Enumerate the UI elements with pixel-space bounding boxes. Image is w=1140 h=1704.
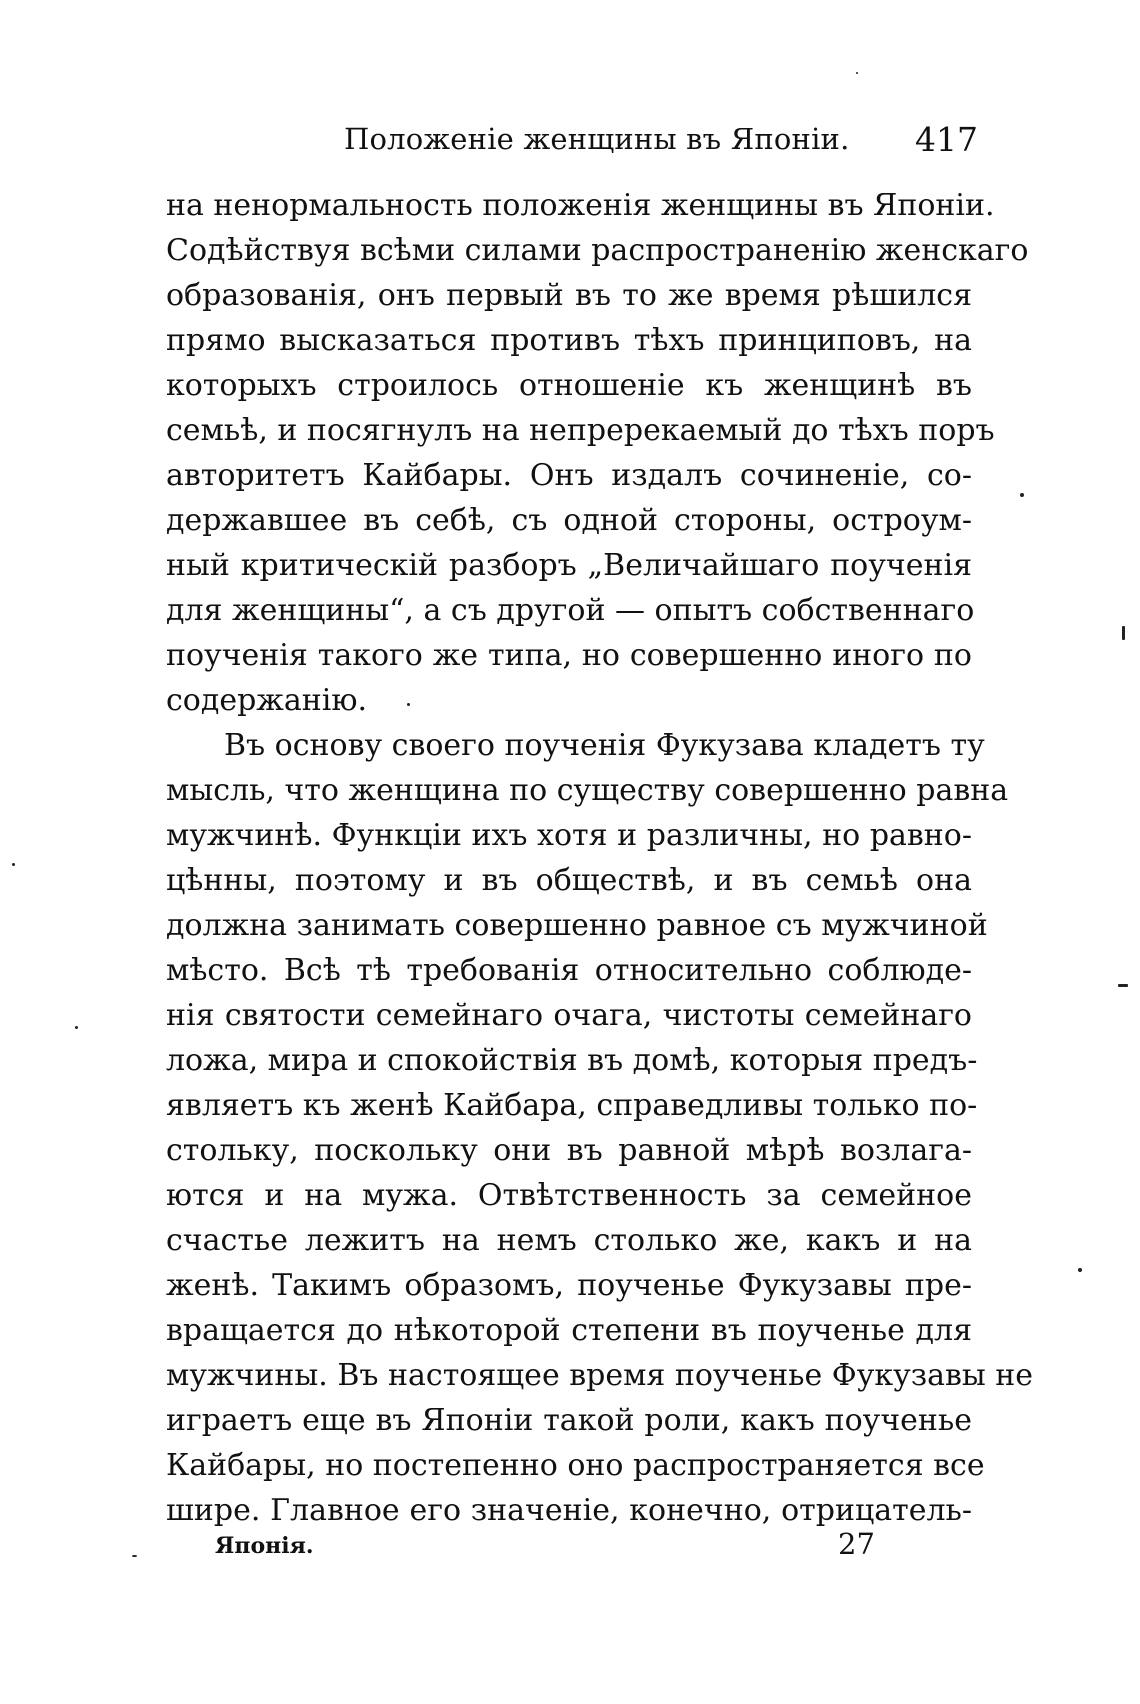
text-line: прямо высказаться противъ тѣхъ принциповъ, на <box>166 323 972 358</box>
running-title: Положеніе женщины въ Японіи. <box>344 122 850 156</box>
text-line: Кайбары, но постепенно оно распространяется все <box>166 1448 985 1483</box>
sheet-number: 27 <box>838 1527 875 1561</box>
text-line: мужчины. Въ настоящее время поученье Фукузавы не <box>166 1358 1034 1393</box>
body-text <box>166 183 1034 1533</box>
text-line: ются и на мужа. Отвѣтственность за семейное <box>166 1178 972 1213</box>
text-line: мѣсто. Всѣ тѣ требованія относительно соблюде- <box>166 953 972 988</box>
scan-speck <box>856 72 858 74</box>
paragraph-end-line: содержанію. <box>166 683 368 718</box>
scan-speck <box>407 703 410 706</box>
text-line: которыхъ строилось отношеніе къ женщинѣ въ <box>166 368 972 403</box>
page-number: 417 <box>915 120 978 159</box>
text-line: авторитетъ Кайбары. Онъ издалъ сочиненіе, со- <box>166 458 972 493</box>
scan-speck <box>1020 493 1024 497</box>
text-line: ложа, мира и спокойствія въ домѣ, которыя предъ- <box>166 1043 978 1078</box>
text-line: стольку, поскольку они въ равной мѣрѣ возлага- <box>166 1133 972 1168</box>
text-line: должна занимать совершенно равное съ мужчиной <box>166 908 988 943</box>
scan-speck <box>1122 626 1125 640</box>
text-line: мужчинѣ. Функціи ихъ хотя и различны, но равно- <box>166 818 972 853</box>
scan-speck <box>1078 1268 1082 1272</box>
text-line: являетъ къ женѣ Кайбара, справедливы только по- <box>166 1088 978 1123</box>
text-line: поученія такого же типа, но совершенно иного по <box>166 638 972 673</box>
scan-speck <box>75 1026 78 1029</box>
text-line: ный критическій разборъ „Величайшаго поученія <box>166 548 972 583</box>
text-line: счастье лежитъ на немъ столько же, какъ и на <box>166 1223 972 1258</box>
scan-speck <box>132 1555 137 1557</box>
scan-speck <box>1118 984 1128 987</box>
text-line: на ненормальность положенія женщины въ Японіи. <box>166 188 995 223</box>
text-line: Содѣйствуя всѣми силами распространенію женскаго <box>166 233 1029 268</box>
text-line: цѣнны, поэтому и въ обществѣ, и въ семьѣ она <box>166 863 972 898</box>
text-line: вращается до нѣкоторой степени въ поученье для <box>166 1313 972 1348</box>
text-line: для женщины“, а съ другой — опытъ собственнаго <box>166 593 975 628</box>
text-line: женѣ. Такимъ образомъ, поученье Фукузавы пре- <box>166 1268 972 1303</box>
text-line: мысль, что женщина по существу совершенно равна <box>166 773 1009 808</box>
signature-mark: Японія. <box>215 1533 314 1559</box>
paragraph-first-line: Въ основу своего поученія Фукузава кладетъ ту <box>224 728 985 763</box>
text-line: играетъ еще въ Японіи такой роли, какъ поученье <box>166 1403 972 1438</box>
text-line: шире. Главное его значеніе, конечно, отрицатель- <box>166 1493 972 1528</box>
text-line: нія святости семейнаго очага, чистоты семейнаго <box>166 998 972 1033</box>
text-line: державшее въ себѣ, съ одной стороны, остроум- <box>166 503 972 538</box>
text-line: семьѣ, и посягнулъ на непререкаемый до тѣхъ поръ <box>166 413 995 448</box>
scan-speck <box>12 863 15 866</box>
text-line: образованія, онъ первый въ то же время рѣшился <box>166 278 972 313</box>
